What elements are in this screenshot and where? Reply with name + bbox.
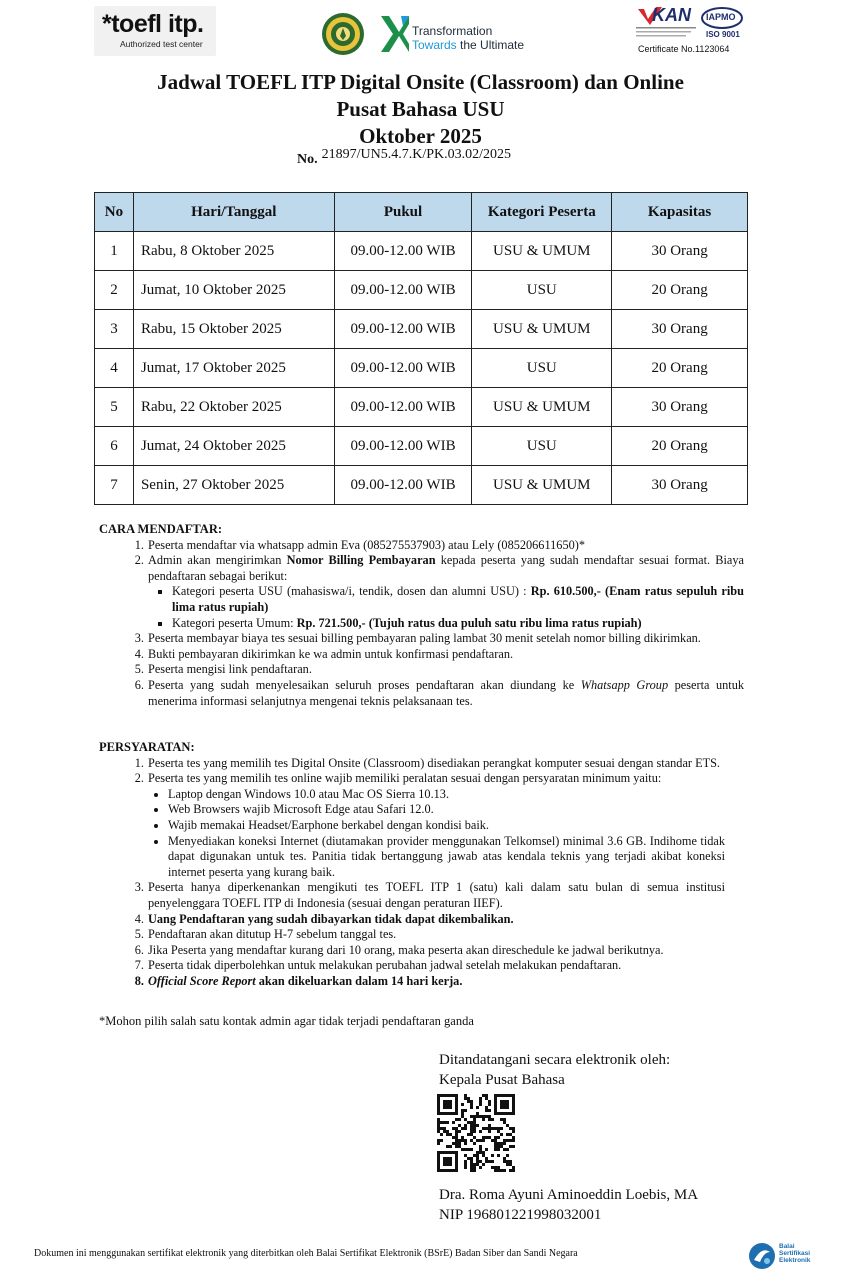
cell-no: 1 (95, 232, 134, 271)
transformation-line1: Transformation (412, 24, 493, 38)
cell-category: USU & UMUM (472, 232, 612, 271)
cell-capacity: 30 Orang (612, 466, 748, 505)
header-date: Hari/Tanggal (133, 193, 334, 232)
cell-time: 09.00-12.00 WIB (334, 388, 472, 427)
cell-date: Jumat, 17 Oktober 2025 (133, 349, 334, 388)
list-item (147, 678, 744, 709)
signature-line1: Ditandatangani secara elektronik oleh: (439, 1052, 671, 1068)
cell-date: Jumat, 24 Oktober 2025 (133, 427, 334, 466)
table-row (95, 349, 748, 388)
cell-category: USU & UMUM (472, 466, 612, 505)
signer-block (439, 1185, 698, 1225)
cell-time: 09.00-12.00 WIB (334, 427, 472, 466)
registration-item6-rest: peserta untuk menerima informasi selanjutnya mengenai teknis pelaksanaan tes. (148, 677, 744, 708)
score-report-text: akan dikeluarkan dalam 14 hari kerja. (255, 973, 463, 988)
usu-seal-icon (321, 12, 365, 56)
admin-contact-note: *Mohon pilih salah satu kontak admin agar tidak terjadi pendaftaran ganda (99, 1014, 474, 1028)
table-row (95, 271, 748, 310)
equipment-item: • Wajib memakai Headset/Earphone berkabel dengan kondisi baik. (168, 818, 725, 834)
transformation-line2 (412, 38, 524, 52)
table-row (95, 388, 748, 427)
cell-category: USU & UMUM (472, 310, 612, 349)
transformation-towards: Towards (412, 38, 457, 52)
bsre-line1: Balai (779, 1243, 795, 1250)
document-number (297, 147, 512, 167)
list-item: 4. Bukti pembayaran dikirimkan ke wa admin untuk konfirmasi pendaftaran. (147, 647, 744, 663)
registration-heading: CARA MENDAFTAR: (99, 522, 223, 536)
table-row (95, 232, 748, 271)
requirements-item2-text: Peserta tes yang memilih tes online wajib memiliki peralatan sesuai dengan persyaratan minimum yaitu: (148, 771, 662, 786)
page-month: Oktober 2025 (359, 124, 482, 148)
bsre-line3: Elektronik (779, 1257, 811, 1264)
toefl-logo (94, 6, 216, 56)
iapmo-text: IAPMO (706, 12, 736, 22)
requirements-list (99, 756, 725, 990)
cell-date: Rabu, 8 Oktober 2025 (133, 232, 334, 271)
table-row (95, 427, 748, 466)
table-row (95, 310, 748, 349)
cell-capacity: 30 Orang (612, 232, 748, 271)
registration-list (99, 538, 744, 710)
cell-capacity: 20 Orang (612, 271, 748, 310)
registration-item2-text: Admin akan mengirimkan (148, 553, 287, 568)
list-item: 5. Pendaftaran akan ditutup H-7 sebelum tanggal tes. (147, 927, 725, 943)
fee-umum-label: Kategori peserta Umum: (172, 615, 297, 630)
page-subtitle: Pusat Bahasa USU (336, 97, 505, 121)
cell-no: 3 (95, 310, 134, 349)
cell-date: Senin, 27 Oktober 2025 (133, 466, 334, 505)
score-report-label: Official Score Report (148, 973, 256, 988)
signer-nip: NIP 196801221998032001 (439, 1207, 602, 1223)
iso-text: ISO 9001 (706, 30, 740, 39)
table-row (95, 466, 748, 505)
registration-item6-text: Peserta yang sudah menyelesaikan seluruh proses pendaftaran akan diundang ke (148, 677, 581, 692)
bsre-text (779, 1243, 810, 1264)
certificate-number: Certificate No.1123064 (638, 44, 730, 54)
cell-time: 09.00-12.00 WIB (334, 466, 472, 505)
registration-section (99, 522, 744, 709)
cell-date: Rabu, 22 Oktober 2025 (133, 388, 334, 427)
fee-item-usu (172, 584, 744, 615)
cell-no: 5 (95, 388, 134, 427)
toefl-brand: *toefl itp. (102, 10, 204, 38)
cell-category: USU & UMUM (472, 388, 612, 427)
signature-line2: Kepala Pusat Bahasa (439, 1072, 565, 1088)
document-number-value: 21897/UN5.4.7.K/PK.03.02/2025 (321, 147, 512, 162)
bsre-logo (748, 1241, 812, 1271)
header-capacity: Kapasitas (612, 193, 748, 232)
toefl-sub: Authorized test center (120, 39, 203, 49)
cell-category: USU (472, 427, 612, 466)
billing-number-label: Nomor Billing Pembayaran (286, 553, 436, 568)
list-item: 1. Peserta mendaftar via whatsapp admin Eva (085275537903) atau Lely (085206611650)* (147, 538, 744, 554)
cell-no: 4 (95, 349, 134, 388)
list-item: 3. Peserta hanya diperkenankan mengikuti tes TOEFL ITP 1 (satu) kali dalam satu bulan di semua institusi penyelenggara TOEFL ITP di Indonesia (sesuai dengan peraturan IIEF). (147, 880, 725, 911)
header-no: No (95, 193, 134, 232)
cell-category: USU (472, 349, 612, 388)
fee-usu-amount: Rp. 610.500,- (Enam ratus sepuluh ribu lima ratus rupiah) (172, 584, 744, 614)
cell-capacity: 20 Orang (612, 427, 748, 466)
transformation-logo (379, 14, 539, 54)
requirements-heading: PERSYARATAN: (99, 740, 195, 754)
cell-time: 09.00-12.00 WIB (334, 349, 472, 388)
no-refund-note: Uang Pendaftaran yang sudah dibayarkan tidak dapat dikembalikan. (148, 911, 514, 926)
cell-time: 09.00-12.00 WIB (334, 232, 472, 271)
transformation-arrow-icon (379, 14, 411, 54)
cell-no: 7 (95, 466, 134, 505)
cell-no: 2 (95, 271, 134, 310)
cell-category: USU (472, 271, 612, 310)
fee-list (148, 584, 744, 631)
bsre-emblem-icon (748, 1242, 776, 1270)
list-item (147, 771, 725, 880)
fee-usu-label: Kategori peserta USU (mahasiswa/i, tendik, dosen dan alumni USU) : (172, 584, 531, 599)
equipment-item: • Laptop dengan Windows 10.0 atau Mac OS Sierra 10.13. (168, 787, 725, 803)
requirements-section (99, 740, 725, 990)
document-number-label: No. (297, 152, 318, 167)
signer-name: Dra. Roma Ayuni Aminoeddin Loebis, MA (439, 1187, 699, 1203)
cell-capacity: 30 Orang (612, 310, 748, 349)
equipment-item: • Menyediakan koneksi Internet (diutamakan provider menggunakan Telkomsel) minimal 3.6 GB. Indihome tidak dapat digunakan untuk tes. Panitia tidak bertanggung jawab atas kendala teknis yang terjadi akibat koneksi internet peserta yang kurang baik. (168, 834, 725, 881)
fee-umum-amount: Rp. 721.500,- (Tujuh ratus dua puluh satu ribu lima ratus rupiah) (296, 615, 642, 630)
page-title: Jadwal TOEFL ITP Digital Onsite (Classroom) dan Online (157, 70, 684, 94)
cell-time: 09.00-12.00 WIB (334, 271, 472, 310)
signature-block (439, 1050, 670, 1090)
list-item (147, 974, 725, 990)
list-item: 5. Peserta mengisi link pendaftaran. (147, 662, 744, 678)
list-item: 7. Peserta tidak diperbolehkan untuk melakukan perubahan jadwal setelah melakukan pendaftaran. (147, 958, 725, 974)
cell-capacity: 20 Orang (612, 349, 748, 388)
registration-item2-rest: kepada peserta yang sudah mendaftar sesuai format. Biaya pendaftaran sebagai berikut: (148, 553, 744, 583)
cell-time: 09.00-12.00 WIB (334, 310, 472, 349)
bsre-line2: Sertifikasi (779, 1250, 811, 1257)
table-header-row (95, 193, 748, 232)
footer-note: Dokumen ini menggunakan sertifikat elektronik yang diterbitkan oleh Balai Sertifikat Elektronik (BSrE) Badan Siber dan Sandi Negara (34, 1248, 578, 1259)
fee-item-umum (172, 616, 744, 632)
list-item: 1. Peserta tes yang memilih tes Digital Onsite (Classroom) disediakan perangkat komputer sesuai dengan standar ETS. (147, 756, 725, 772)
cell-capacity: 30 Orang (612, 388, 748, 427)
transformation-ultimate: the Ultimate (460, 38, 525, 52)
schedule-table (94, 192, 748, 505)
list-item (147, 912, 725, 928)
kan-text: KAN (652, 5, 691, 25)
equipment-item: • Web Browsers wajib Microsoft Edge atau Safari 12.0. (168, 802, 725, 818)
header-time: Pukul (334, 193, 472, 232)
equipment-list (148, 787, 725, 881)
list-item (147, 553, 744, 631)
header-category: Kategori Peserta (472, 193, 612, 232)
qr-code (437, 1094, 515, 1172)
list-item: 6. Jika Peserta yang mendaftar kurang dari 10 orang, maka peserta akan direschedule ke jadwal berikutnya. (147, 943, 725, 959)
cell-date: Rabu, 15 Oktober 2025 (133, 310, 334, 349)
list-item: 3. Peserta membayar biaya tes sesuai billing pembayaran paling lambat 30 menit setelah nomor billing dikirimkan. (147, 631, 744, 647)
cell-date: Jumat, 10 Oktober 2025 (133, 271, 334, 310)
whatsapp-group-label: Whatsapp Group (580, 677, 669, 692)
cell-no: 6 (95, 427, 134, 466)
